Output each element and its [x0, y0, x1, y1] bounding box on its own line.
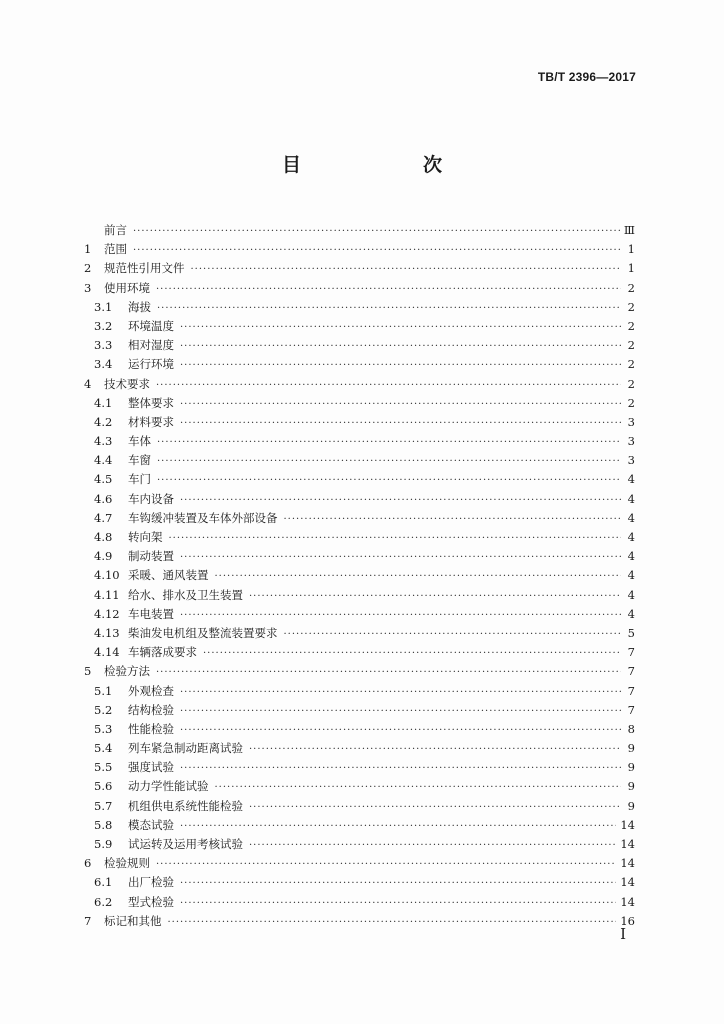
toc-leader-dots	[169, 529, 622, 548]
toc-entry-page: 4	[627, 606, 635, 621]
toc-leader-dots	[249, 740, 621, 759]
toc-leader-dots	[180, 318, 621, 337]
toc-entry[interactable]	[84, 912, 635, 931]
toc-entry-page: 4	[627, 472, 635, 487]
toc-entry-label: 运行环境	[128, 357, 174, 372]
toc-entry-label: 结构检验	[128, 702, 174, 717]
toc-entry-label: 车门	[128, 472, 151, 487]
toc-leader-dots	[215, 778, 622, 797]
toc-entry-label: 标记和其他	[104, 913, 162, 928]
toc-entry-page: 2	[627, 376, 635, 391]
toc-entry-label: 使用环境	[104, 280, 150, 295]
toc-entry-number: 1	[84, 242, 92, 257]
toc-entry[interactable]	[84, 586, 635, 605]
toc-entry-page: 16	[620, 913, 635, 928]
toc-entry-number: 5.6	[94, 779, 113, 794]
toc-entry-label: 采暖、通风装置	[128, 568, 209, 583]
toc-entry-number: 5.7	[94, 798, 113, 813]
toc-entry[interactable]	[84, 394, 635, 413]
toc-entry-label: 动力学性能试验	[128, 779, 209, 794]
toc-leader-dots	[156, 376, 621, 395]
toc-leader-dots	[215, 567, 622, 586]
toc-leader-dots	[180, 337, 621, 356]
toc-entry[interactable]	[84, 854, 635, 873]
toc-leader-dots	[180, 721, 621, 740]
toc-entry-page: 3	[627, 414, 635, 429]
toc-entry[interactable]	[84, 355, 635, 374]
toc-leader-dots	[180, 759, 621, 778]
toc-entry-label: 车内设备	[128, 491, 174, 506]
toc-entry[interactable]	[84, 221, 635, 240]
toc-entry-page: 7	[627, 702, 635, 717]
toc-entry-label: 出厂检验	[128, 875, 174, 890]
toc-entry-number: 4.5	[94, 472, 113, 487]
toc-entry-label: 相对湿度	[128, 338, 174, 353]
toc-entry-label: 海拔	[128, 299, 151, 314]
toc-entry[interactable]	[84, 413, 635, 432]
toc-entry[interactable]	[84, 547, 635, 566]
toc-leader-dots	[180, 414, 621, 433]
toc-entry-number: 4.1	[94, 395, 113, 410]
toc-entry-page: 9	[627, 779, 635, 794]
toc-leader-dots	[180, 894, 616, 913]
toc-leader-dots	[133, 241, 621, 260]
toc-entry-page: 2	[627, 357, 635, 372]
toc-entry[interactable]	[84, 432, 635, 451]
toc-entry-page: 2	[627, 395, 635, 410]
toc-entry-number: 3.1	[94, 299, 113, 314]
standard-code: TB/T 2396—2017	[537, 70, 636, 84]
toc-leader-dots	[156, 663, 621, 682]
toc-entry-label: 规范性引用文件	[104, 261, 185, 276]
toc-leader-dots	[156, 280, 621, 299]
toc-entry-number: 3.2	[94, 318, 113, 333]
toc-entry-page: 14	[620, 817, 635, 832]
toc-entry-number: 3.3	[94, 338, 113, 353]
toc-entry[interactable]	[84, 298, 635, 317]
toc-entry-page: 1	[627, 242, 635, 257]
toc-leader-dots	[249, 836, 616, 855]
toc-entry-label: 车辆落成要求	[128, 645, 197, 660]
toc-entry-label: 转向架	[128, 530, 163, 544]
toc-entry-label: 给水、排水及卫生装置	[128, 587, 243, 602]
toc-entry[interactable]	[84, 451, 635, 470]
toc-entry[interactable]	[84, 240, 635, 259]
toc-entry-label: 技术要求	[104, 376, 150, 391]
toc-entry-number: 4.3	[94, 434, 113, 449]
toc-entry-page: 7	[627, 645, 635, 660]
toc-entry-page: 2	[627, 338, 635, 353]
toc-entry[interactable]	[84, 566, 635, 585]
toc-entry[interactable]	[84, 470, 635, 489]
page-number: Ⅰ	[620, 925, 626, 943]
toc-entry-page: 9	[627, 798, 635, 813]
toc-entry-page: 2	[627, 299, 635, 314]
toc-entry-number: 4.11	[94, 587, 120, 602]
toc-leader-dots	[180, 702, 621, 721]
toc-entry[interactable]	[84, 682, 635, 701]
toc-entry[interactable]	[84, 605, 635, 624]
toc-leader-dots	[156, 855, 616, 874]
toc-entry[interactable]	[84, 816, 635, 835]
toc-entry-label: 强度试验	[128, 760, 174, 775]
toc-entry-number: 5	[84, 664, 92, 679]
toc-entry-label: 柴油发电机组及整流装置要求	[128, 625, 278, 640]
toc-entry[interactable]	[84, 528, 635, 547]
page-title: 目 次	[281, 154, 470, 176]
toc-entry[interactable]	[84, 739, 635, 758]
toc-entry-number: 6	[84, 856, 92, 871]
toc-leader-dots	[168, 913, 617, 932]
toc-leader-dots	[249, 798, 621, 817]
toc-leader-dots	[203, 644, 621, 663]
toc-entry-label: 检验规则	[104, 856, 150, 871]
toc-entry-page: Ⅲ	[623, 223, 635, 237]
toc-leader-dots	[284, 510, 622, 529]
toc-leader-dots	[180, 874, 616, 893]
toc-leader-dots	[249, 587, 621, 606]
toc-leader-dots	[157, 471, 621, 490]
toc-entry-number: 5.4	[94, 741, 113, 756]
toc-entry[interactable]	[84, 509, 635, 528]
toc-entry-number: 3	[84, 280, 92, 295]
toc-entry-label: 车钩缓冲装置及车体外部设备	[128, 510, 278, 525]
toc-entry-number: 4.10	[94, 568, 120, 583]
toc-entry[interactable]	[84, 375, 635, 394]
toc-entry-number: 4.7	[94, 510, 113, 525]
toc-entry-label: 模态试验	[128, 817, 174, 832]
toc-entry-label: 型式检验	[128, 894, 174, 909]
toc-leader-dots	[157, 452, 621, 471]
toc-entry-page: 7	[627, 683, 635, 698]
toc-entry-page: 14	[620, 894, 635, 909]
toc-entry-number: 2	[84, 261, 92, 276]
toc-leader-dots	[180, 683, 621, 702]
toc-entry[interactable]	[84, 777, 635, 796]
toc-entry-page: 5	[627, 625, 635, 640]
toc-entry[interactable]	[84, 336, 635, 355]
toc-entry-number: 4.2	[94, 414, 113, 429]
toc-leader-dots	[157, 299, 621, 318]
toc-leader-dots	[284, 625, 622, 644]
toc-entry-number: 4.8	[94, 530, 113, 544]
toc-entry-label: 性能检验	[128, 721, 174, 736]
toc-entry-number: 4.12	[94, 606, 120, 621]
toc-entry-number: 4.6	[94, 491, 113, 506]
toc-entry-number: 4.14	[94, 645, 120, 660]
toc-entry[interactable]	[84, 662, 635, 681]
toc-entry-label: 车电装置	[128, 606, 174, 621]
toc-entry-number: 5.9	[94, 837, 113, 851]
toc-leader-dots	[180, 356, 621, 375]
toc-entry-page: 4	[627, 549, 635, 564]
table-of-contents	[84, 221, 635, 931]
toc-entry-label: 列车紧急制动距离试验	[128, 741, 243, 756]
toc-entry-label: 范围	[104, 242, 127, 257]
toc-entry-page: 3	[627, 434, 635, 449]
toc-entry-page: 4	[627, 568, 635, 583]
toc-entry[interactable]	[84, 490, 635, 509]
toc-entry-number: 7	[84, 913, 92, 928]
toc-entry-number: 4.13	[94, 625, 120, 640]
toc-entry[interactable]	[84, 259, 635, 278]
toc-entry-page: 4	[627, 530, 635, 544]
toc-entry-number: 5.1	[94, 683, 113, 698]
toc-entry-page: 9	[627, 760, 635, 775]
toc-entry-label: 环境温度	[128, 318, 174, 333]
toc-entry-label: 车体	[128, 434, 151, 449]
toc-entry-label: 制动装置	[128, 549, 174, 564]
toc-leader-dots	[180, 395, 621, 414]
toc-entry-label: 试运转及运用考核试验	[128, 837, 243, 851]
toc-entry-label: 检验方法	[104, 664, 150, 679]
toc-entry[interactable]	[84, 317, 635, 336]
toc-entry[interactable]	[84, 758, 635, 777]
toc-leader-dots	[180, 491, 621, 510]
toc-entry-number: 4.9	[94, 549, 113, 564]
toc-entry-page: 4	[627, 510, 635, 525]
toc-entry-label: 材料要求	[128, 414, 174, 429]
toc-leader-dots	[133, 222, 620, 241]
toc-entry-number: 5.8	[94, 817, 113, 832]
toc-entry[interactable]	[84, 720, 635, 739]
toc-entry[interactable]	[84, 873, 635, 892]
toc-entry-page: 4	[627, 587, 635, 602]
toc-entry[interactable]	[84, 701, 635, 720]
toc-leader-dots	[180, 817, 616, 836]
toc-entry-page: 3	[627, 453, 635, 468]
toc-entry[interactable]	[84, 624, 635, 643]
toc-entry-label: 车窗	[128, 453, 151, 468]
toc-entry-number: 3.4	[94, 357, 113, 372]
toc-entry-page: 14	[620, 837, 635, 851]
toc-leader-dots	[180, 548, 621, 567]
toc-entry[interactable]	[84, 893, 635, 912]
toc-entry-number: 4	[84, 376, 92, 391]
toc-entry[interactable]	[84, 797, 635, 816]
toc-entry-page: 2	[627, 318, 635, 333]
toc-entry-label: 前言	[104, 223, 127, 237]
toc-entry-page: 2	[627, 280, 635, 295]
toc-entry-page: 4	[627, 491, 635, 506]
toc-entry-number: 4.4	[94, 453, 113, 468]
toc-entry-number: 5.2	[94, 702, 113, 717]
toc-entry-number: 5.3	[94, 721, 113, 736]
toc-entry[interactable]	[84, 835, 635, 854]
toc-entry-label: 外观检查	[128, 683, 174, 698]
toc-entry-page: 1	[627, 261, 635, 276]
toc-entry[interactable]	[84, 279, 635, 298]
toc-entry-number: 6.2	[94, 894, 113, 909]
toc-entry-page: 9	[627, 741, 635, 756]
toc-leader-dots	[191, 260, 622, 279]
toc-entry-number: 6.1	[94, 875, 113, 890]
toc-entry-page: 14	[620, 856, 635, 871]
toc-leader-dots	[157, 433, 621, 452]
toc-entry-label: 整体要求	[128, 395, 174, 410]
toc-entry-page: 8	[627, 721, 635, 736]
toc-entry-number: 5.5	[94, 760, 113, 775]
toc-entry[interactable]	[84, 643, 635, 662]
toc-entry-label: 机组供电系统性能检验	[128, 798, 243, 813]
toc-leader-dots	[180, 606, 621, 625]
toc-entry-page: 14	[620, 875, 635, 890]
toc-entry-page: 7	[627, 664, 635, 679]
